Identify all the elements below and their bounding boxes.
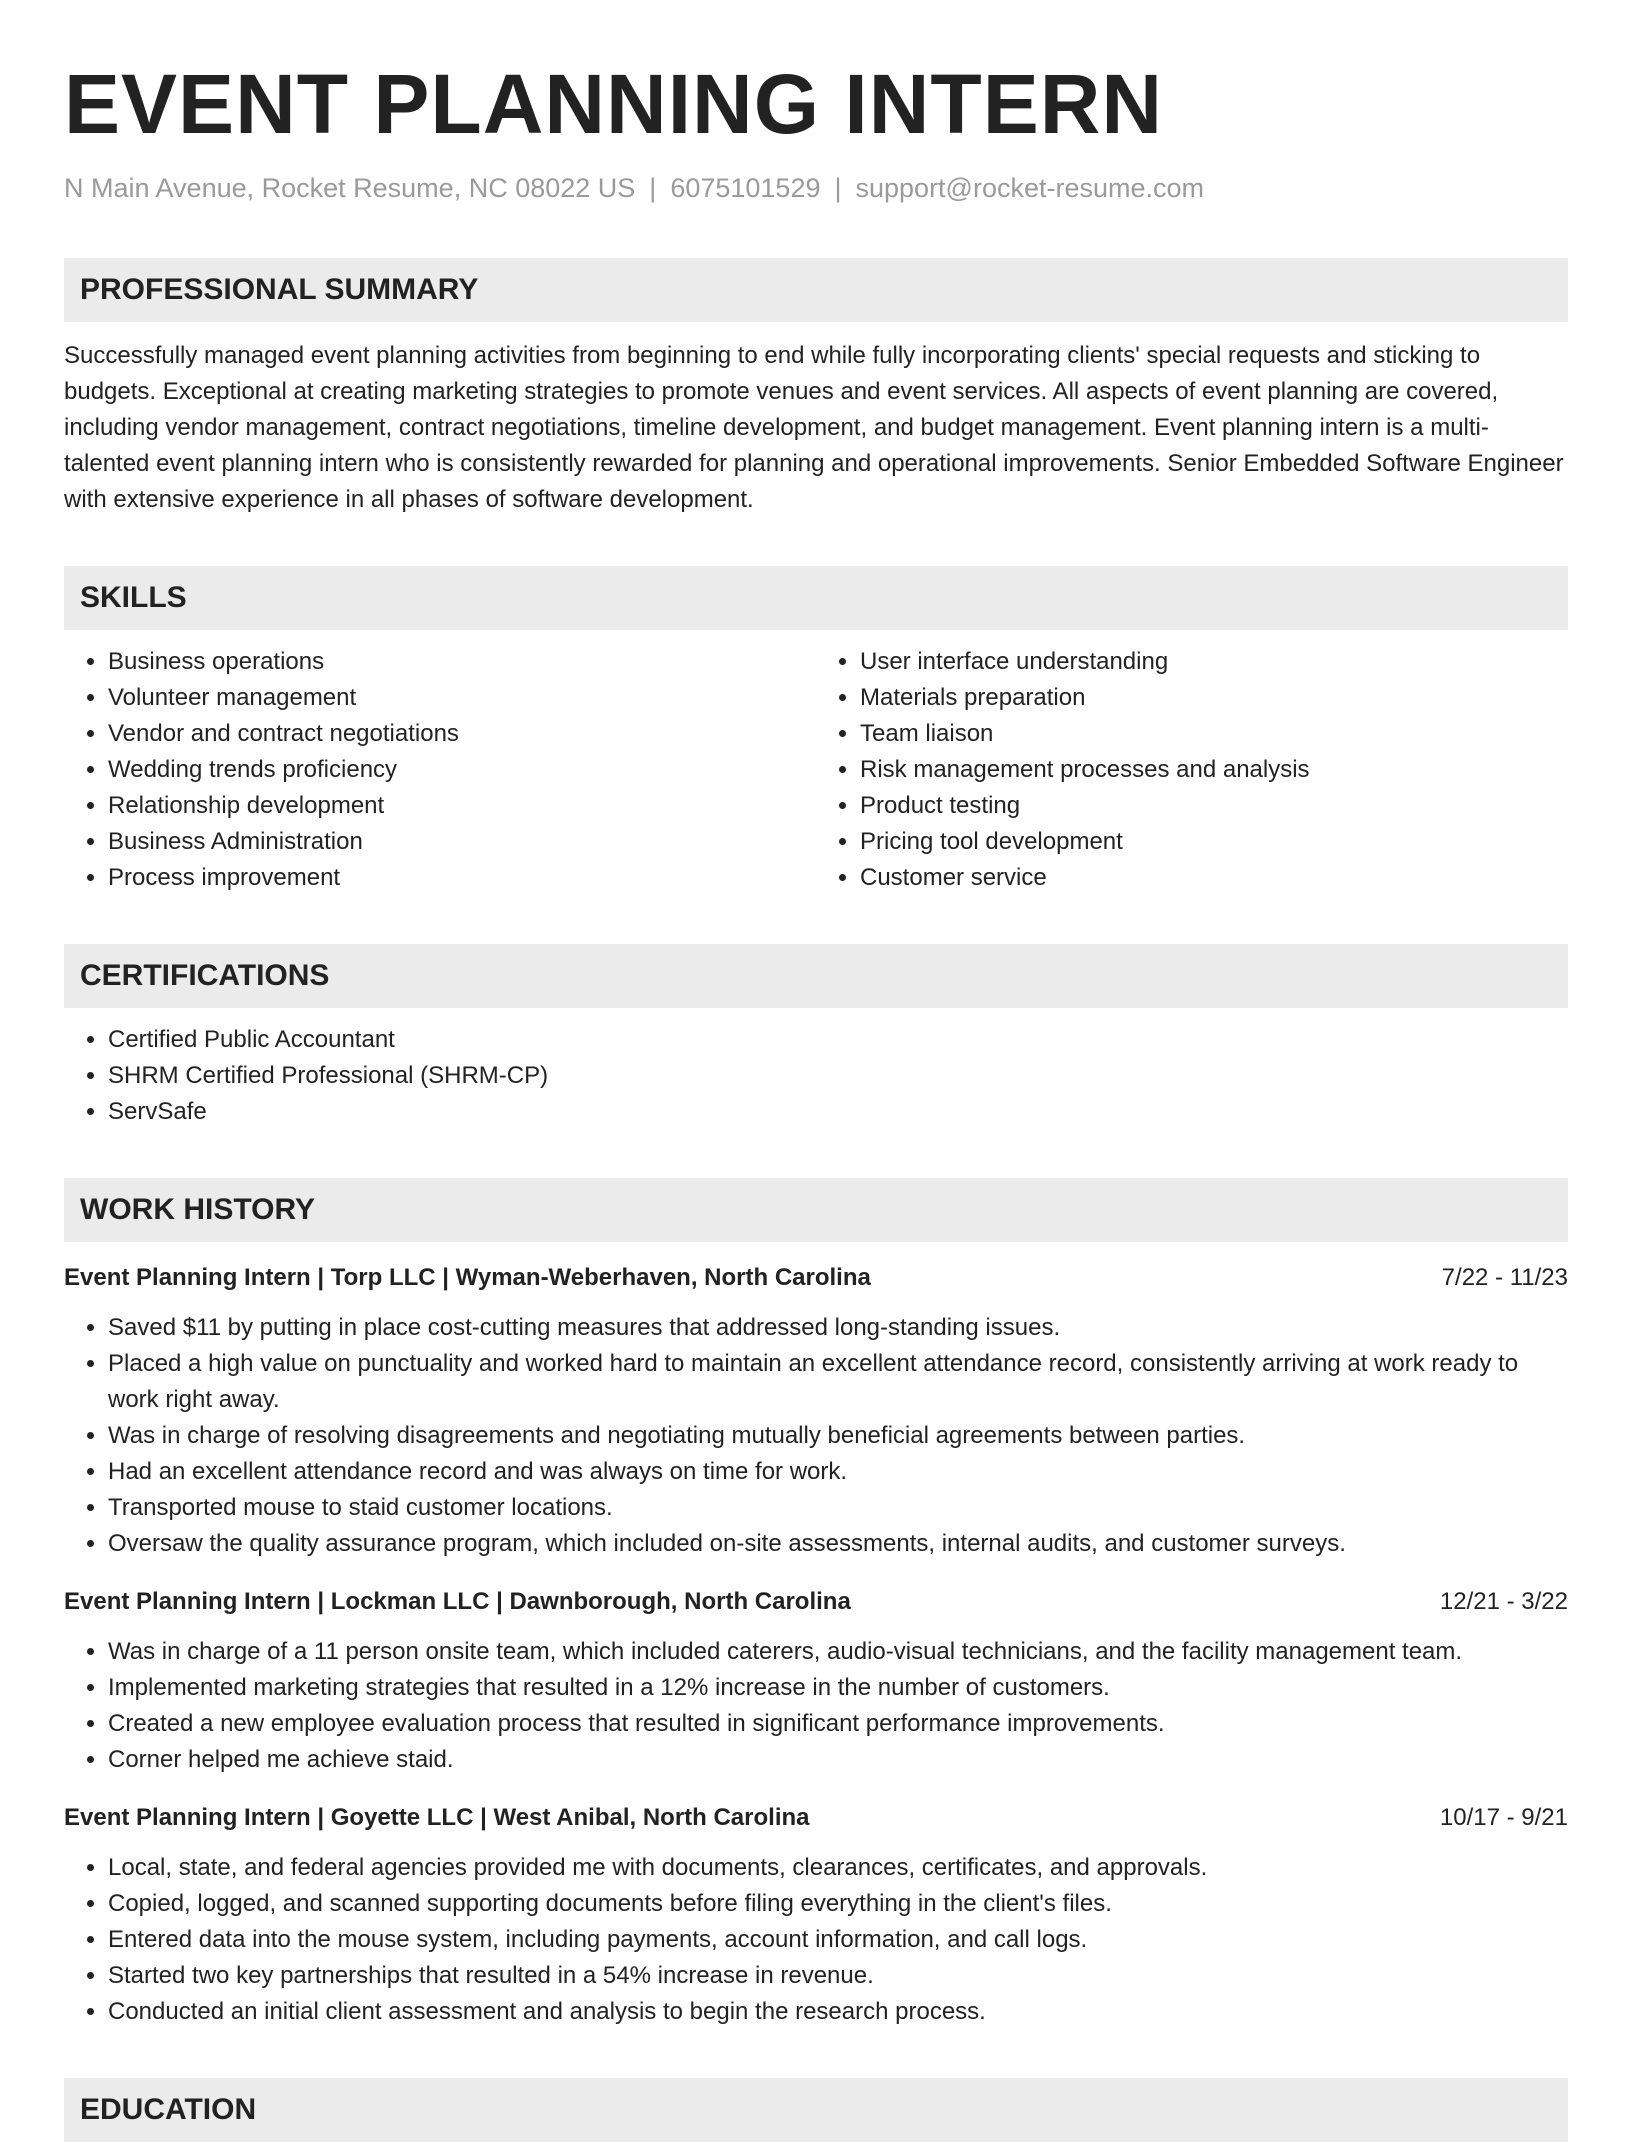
job-title: Event Planning Intern | Lockman LLC | Dawnborough, North Carolina	[64, 1588, 851, 1615]
job-bullet: • Conducted an initial client assessment and analysis to begin the research process.	[108, 1994, 1568, 2030]
job-bullet: • Saved $11 by putting in place cost-cutting measures that addressed long-standing issues.	[108, 1310, 1568, 1346]
skill-item: • Business Administration	[108, 824, 816, 860]
job-title: Event Planning Intern | Goyette LLC | West Anibal, North Carolina	[64, 1804, 810, 1831]
contact-email: support@rocket-resume.com	[855, 173, 1205, 203]
skill-item: • Product testing	[860, 788, 1568, 824]
section-header-summary: PROFESSIONAL SUMMARY	[64, 258, 1568, 322]
skill-item: • Pricing tool development	[860, 824, 1568, 860]
skill-item: • Risk management processes and analysis	[860, 752, 1568, 788]
contact-separator: |	[834, 173, 842, 203]
contact-line	[64, 172, 1568, 204]
section-header-education: EDUCATION	[64, 2078, 1568, 2142]
skills-list-right	[816, 644, 1568, 896]
skill-item: • Team liaison	[860, 716, 1568, 752]
job-bullet: • Copied, logged, and scanned supporting documents before filing everything in the client's files.	[108, 1886, 1568, 1922]
contact-phone: 6075101529	[670, 173, 821, 203]
job-dates: 12/21 - 3/22	[1439, 1588, 1568, 1615]
job-bullets	[64, 1310, 1568, 1562]
section-header-certifications: CERTIFICATIONS	[64, 944, 1568, 1008]
skill-item: • User interface understanding	[860, 644, 1568, 680]
job-entry	[64, 1260, 1568, 1562]
job-header	[64, 1584, 1568, 1620]
certification-item: • ServSafe	[108, 1094, 1568, 1130]
certifications-list	[64, 1022, 1568, 1130]
skill-item: • Materials preparation	[860, 680, 1568, 716]
job-bullet: • Implemented marketing strategies that resulted in a 12% increase in the number of customers.	[108, 1670, 1568, 1706]
job-dates: 7/22 - 11/23	[1441, 1264, 1568, 1291]
job-bullets	[64, 1634, 1568, 1778]
job-bullet: • Local, state, and federal agencies provided me with documents, clearances, certificates, and approvals.	[108, 1850, 1568, 1886]
skills-grid	[64, 630, 1568, 896]
job-entry	[64, 1800, 1568, 2030]
skill-item: • Vendor and contract negotiations	[108, 716, 816, 752]
job-bullet: • Placed a high value on punctuality and worked hard to maintain an excellent attendance record, consistently arriving at work ready to work right away.	[108, 1346, 1568, 1418]
certification-item: • SHRM Certified Professional (SHRM-CP)	[108, 1058, 1568, 1094]
job-dates: 10/17 - 9/21	[1439, 1804, 1568, 1831]
job-bullets	[64, 1850, 1568, 2030]
skill-item: • Customer service	[860, 860, 1568, 896]
candidate-name: EVENT PLANNING INTERN	[64, 57, 1164, 151]
job-entry	[64, 1584, 1568, 1778]
job-title: Event Planning Intern | Torp LLC | Wyman-Weberhaven, North Carolina	[64, 1264, 871, 1291]
job-header	[64, 1800, 1568, 1836]
section-header-skills: SKILLS	[64, 566, 1568, 630]
skills-list-left	[64, 644, 816, 896]
job-bullet: • Oversaw the quality assurance program, which included on-site assessments, internal audits, and customer surveys.	[108, 1526, 1568, 1562]
job-bullet: • Was in charge of a 11 person onsite team, which included caterers, audio-visual technicians, and the facility management team.	[108, 1634, 1568, 1670]
skill-item: • Wedding trends proficiency	[108, 752, 816, 788]
section-header-work-history: WORK HISTORY	[64, 1178, 1568, 1242]
job-bullet: • Was in charge of resolving disagreements and negotiating mutually beneficial agreements between parties.	[108, 1418, 1568, 1454]
job-bullet: • Started two key partnerships that resulted in a 54% increase in revenue.	[108, 1958, 1568, 1994]
contact-separator: |	[649, 173, 657, 203]
skill-item: • Relationship development	[108, 788, 816, 824]
certification-item: • Certified Public Accountant	[108, 1022, 1568, 1058]
skill-item: • Volunteer management	[108, 680, 816, 716]
contact-address: N Main Avenue, Rocket Resume, NC 08022 US	[64, 173, 636, 203]
job-header	[64, 1260, 1568, 1296]
skill-item: • Business operations	[108, 644, 816, 680]
summary-text: Successfully managed event planning activities from beginning to end while fully incorporating clients' special requests and sticking to budgets. Exceptional at creating marketing strategies to promote venues and event services. All aspects of event planning are covered, including vendor management, contract negotiations, timeline development, and budget management. Event planning intern is a multi-talented event planning intern who is consistently rewarded for planning and operational improvements. Senior Embedded Software Engineer with extensive experience in all phases of software development.	[64, 342, 1564, 513]
job-bullet: • Created a new employee evaluation process that resulted in significant performance improvements.	[108, 1706, 1568, 1742]
job-bullet: • Transported mouse to staid customer locations.	[108, 1490, 1568, 1526]
job-bullet: • Corner helped me achieve staid.	[108, 1742, 1568, 1778]
job-bullet: • Entered data into the mouse system, including payments, account information, and call logs.	[108, 1922, 1568, 1958]
skill-item: • Process improvement	[108, 860, 816, 896]
job-bullet: • Had an excellent attendance record and was always on time for work.	[108, 1454, 1568, 1490]
